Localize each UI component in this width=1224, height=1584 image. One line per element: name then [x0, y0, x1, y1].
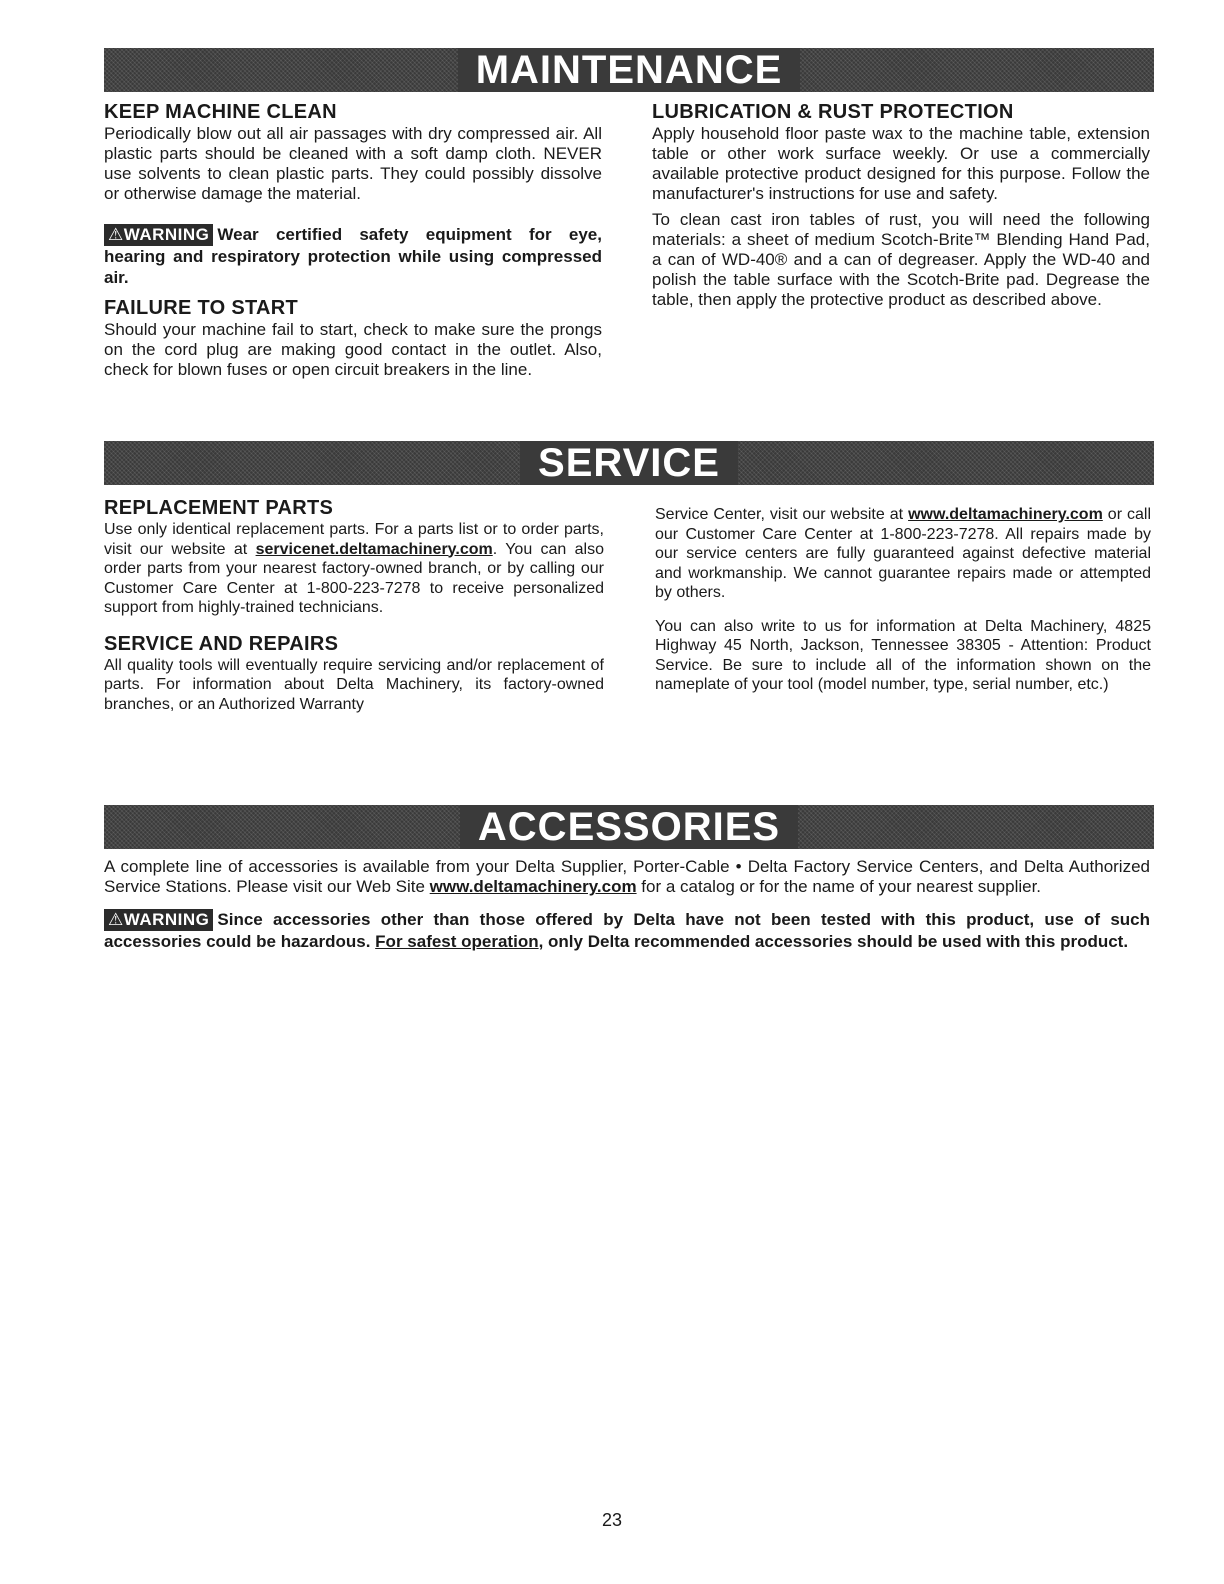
- lubrication-heading: LUBRICATION & RUST PROTECTION: [652, 101, 1014, 123]
- replacement-body: [104, 520, 604, 618]
- accessories-text-a: A complete line of accessories is available from your Delta Supplier, Porter-Cable • Delta Factory Service Centers, and Delta Authorized Service Stations. Please visit our Web Site: [104, 857, 1150, 896]
- maintenance-banner: [104, 48, 1154, 92]
- failure-heading: FAILURE TO START: [104, 297, 299, 319]
- replacement-heading: REPLACEMENT PARTS: [104, 497, 334, 519]
- warning-text: Wear certified safety equipment for eye, hearing and respiratory protection while using compressed air.: [104, 225, 602, 287]
- accessories-website-link[interactable]: www.deltamachinery.com: [429, 877, 637, 896]
- delta-website-link[interactable]: www.deltamachinery.com: [908, 506, 1103, 523]
- accessories-section: [104, 857, 1150, 952]
- accessories-warning-text-a: Since accessories other than those offered by Delta have not been tested with this product, use of such accessories could be hazardous.: [104, 910, 1150, 951]
- accessories-banner: [104, 805, 1154, 849]
- keep-clean-heading: KEEP MACHINE CLEAN: [104, 101, 337, 123]
- maintenance-right-column: [652, 100, 1150, 310]
- maintenance-title: MAINTENANCE: [458, 48, 801, 92]
- parts-website-link[interactable]: servicenet.deltamachinery.com: [255, 540, 493, 558]
- accessories-title: ACCESSORIES: [460, 805, 798, 849]
- accessories-warning-badge: ⚠WARNING: [104, 909, 213, 931]
- compressed-air-warning: [104, 224, 602, 288]
- service-center-body: [655, 505, 1151, 603]
- repairs-heading: SERVICE AND REPAIRS: [104, 632, 339, 655]
- keep-clean-body: Periodically blow out all air passages with dry compressed air. All plastic parts should be cleaned with a soft damp cloth. NEVER use solvents to clean plastic parts. They could possibly dissolve or otherwise damage the material.: [104, 124, 602, 203]
- write-to-us-body: You can also write to us for information at Delta Machinery, 4825 Highway 45 North, Jackson, Tennessee 38305 - Attention: Product Service. Be sure to include all of the information shown on the nameplate of your tool (model number, type, serial number, etc.): [655, 617, 1151, 693]
- service-right-column: [655, 505, 1151, 695]
- replacement-text-a: Use only identical replacement parts. For a parts list or to order parts, visit our website at: [104, 521, 604, 558]
- page-number: 23: [601, 1510, 623, 1530]
- accessories-text-b: for a catalog or for the name of your nearest supplier.: [636, 877, 1042, 896]
- warning-badge: ⚠WARNING: [104, 224, 213, 246]
- replacement-text-b: . You can also order parts from your nearest factory-owned branch, or by calling our Customer Care Center at 1-800-223-7278 to receive personalized support from highly-trained technicians.: [104, 540, 605, 616]
- lubrication-body-2: To clean cast iron tables of rust, you will need the following materials: a sheet of medium Scotch-Brite™ Blending Hand Pad, a can of WD-40® and a can of degreaser. Apply the WD-40 and polish the table surface with the Scotch-Brite pad. Degrease the table, then apply the protective product as described above.: [652, 210, 1150, 309]
- lubrication-body-1: Apply household floor paste wax to the machine table, extension table or other work surface weekly. Or use a commercially available protective product designed for this purpose. Follow the manufacturer's instructions for use and safety.: [652, 124, 1150, 203]
- service-left-column: [104, 496, 604, 714]
- accessories-warning-text-b: , only Delta recommended accessories should be used with this product.: [538, 932, 1129, 951]
- failure-body: Should your machine fail to start, check to make sure the prongs on the cord plug are making good contact in the outlet. Also, check for blown fuses or open circuit breakers in the line.: [104, 320, 602, 379]
- service-title: SERVICE: [520, 441, 738, 485]
- maintenance-left-column: [104, 100, 602, 380]
- accessories-body: [104, 857, 1150, 897]
- service-center-text-a: Service Center, visit our website at: [655, 506, 909, 523]
- accessories-warning: [104, 909, 1150, 952]
- repairs-body: All quality tools will eventually require servicing and/or replacement of parts. For information about Delta Machinery, its factory-owned branches, or an Authorized Warranty: [104, 656, 604, 713]
- service-center-text-b: or call our Customer Care Center at 1-800-223-7278. All repairs made by our service centers are fully guaranteed against defective material and workmanship. We cannot guarantee repairs made or attempted by others.: [655, 506, 1151, 601]
- safest-operation-text: For safest operation: [375, 932, 539, 951]
- service-banner: [104, 441, 1154, 485]
